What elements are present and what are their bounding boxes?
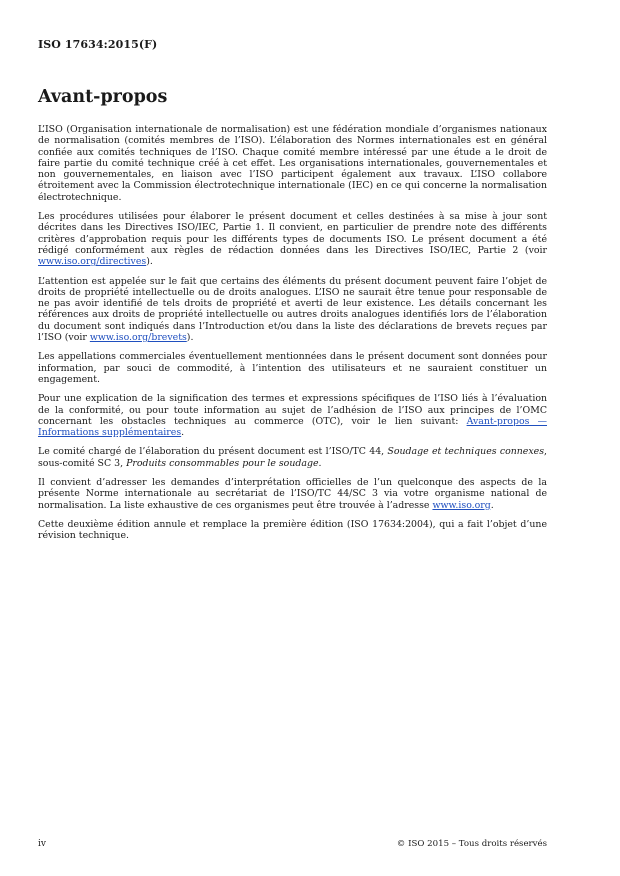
page-number: iv — [38, 839, 46, 849]
paragraph-interpretation: Il convient d’adresser les demandes d’interprétation officielles de l’un quelconque des aspects de la présente Norme internationale au secrétariat de l’ISO/TC 44/SC 3 via votre organisme national de normalisation. La liste exhaustive de ces organismes peut être trouvée à l’adresse www.iso.org. — [38, 477, 547, 511]
page-title: Avant-propos — [38, 87, 168, 107]
paragraph-procedures: Les procédures utilisées pour élaborer le présent document et celles destinées à sa mise à jour sont décrites dans les Directives ISO/IEC, Partie 1. Il convient, en particulier de prendre note des différents critères d’approbation requis pour les différents types de documents ISO. Le présent document a été rédigé conformément aux règles de rédaction données dans les Directives ISO/IEC, Partie 2 (voir www.iso.org/directives). — [38, 211, 547, 268]
paragraph-patents: L’attention est appelée sur le fait que certains des éléments du présent document peuvent faire l’objet de droits de propriété intellectuelle ou de droits analogues. L’ISO ne saurait être tenue pour responsable de ne pas avoir identifié de tels droits de propriété et averti de leur existence. Les détails concernant les références aux droits de propriété intellectuelle ou autres droits analogues identifiés lors de l’élaboration du document sont indiqués dans l’Introduction et/ou dans la liste des déclarations de brevets reçues par l’ISO (voir www.iso.org/brevets). — [38, 275, 547, 344]
paragraph-conformity: Pour une explication de la signification des termes et expressions spécifiques de l’ISO liés à l’évaluation de la conformité, ou pour toute information au sujet de l’adhésion de l’ISO aux principes de l’OMC concernant les obstacles techniques au commerce (OTC), voir le lien suivant: Avant-propos — Informations supplémentaires. — [38, 393, 547, 439]
document-body — [38, 124, 547, 550]
patents-link[interactable]: www.iso.org/brevets — [89, 332, 187, 344]
paragraph-iso-organisation: L’ISO (Organisation internationale de normalisation) est une fédération mondiale d’organismes nationaux de normalisation (comités membres de l’ISO). L’élaboration des Normes internationales est en général confiée aux comités techniques de l’ISO. Chaque comité membre intéressé par une étude a le droit de faire partie du comité technique créé à cet effet. Les organisations internationales, gouvernementales et non gouvernementales, en liaison avec l’ISO participent également aux travaux. L’ISO collabore étroitement avec la Commission électrotechnique internationale (IEC) en ce qui concerne la normalisation électrotechnique. — [38, 124, 547, 203]
paragraph-committee: Le comité chargé de l’élaboration du présent document est l’ISO/TC 44, Soudage et techniques connexes, sous-comité SC 3, Produits consommables pour le soudage. — [38, 446, 547, 469]
supplementary-info-link[interactable]: Avant-propos — Informations supplémentaires — [38, 415, 547, 439]
directives-link[interactable]: www.iso.org/directives — [38, 256, 147, 268]
copyright-notice: © ISO 2015 – Tous droits réservés — [396, 839, 547, 849]
paragraph-edition: Cette deuxième édition annule et remplace la première édition (ISO 17634:2004), qui a fait l’objet d’une révision technique. — [38, 518, 547, 542]
document-id: ISO 17634:2015(F) — [38, 38, 158, 51]
iso-website-link[interactable]: www.iso.org — [432, 499, 491, 511]
paragraph-trade-names: Les appellations commerciales éventuellement mentionnées dans le présent document sont données pour information, par souci de commodité, à l’intention des utilisateurs et ne sauraient constituer un engagement. — [38, 351, 547, 385]
